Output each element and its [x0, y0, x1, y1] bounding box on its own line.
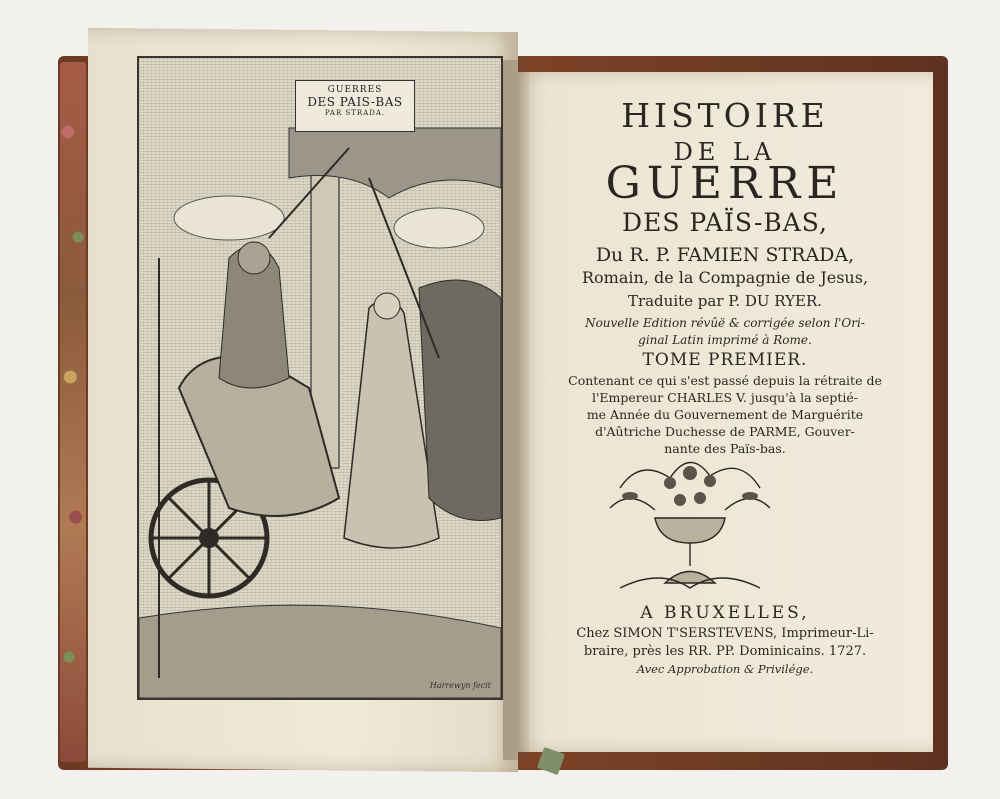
affiliation-line: Romain, de la Compagnie de Jesus, — [581, 268, 869, 287]
title-line-4: DES PAÏS-BAS, — [622, 208, 828, 237]
engraver-signature: Harrewyn fecit — [429, 681, 491, 690]
publisher-line-2: braire, près les RR. PP. Dominicains. 1727. — [583, 644, 867, 659]
translator-line: Traduite par P. DU RYER. — [627, 292, 823, 310]
contents-line-5: nante des Païs-bas. — [664, 441, 786, 456]
edition-line-2: ginal Latin imprimé à Rome. — [638, 333, 812, 347]
volume-line: TOME PREMIER. — [642, 350, 808, 370]
title-line-3: GUERRE — [605, 158, 845, 209]
edition-line-1: Nouvelle Edition révûë & corrigée selon l'Ori- — [585, 316, 865, 330]
sign-line-3: PAR STRADA. — [324, 109, 386, 117]
book-gutter — [503, 60, 529, 760]
title-line-1: HISTOIRE — [621, 96, 829, 135]
frontispiece-engraving — [137, 56, 503, 700]
flower-vase-vignette — [600, 448, 780, 598]
contents-line-3: me Année du Gouvernement de Marguérite — [586, 407, 864, 422]
publisher-line-1: Chez SIMON T'SERSTEVENS, Imprimeur-Li- — [576, 626, 874, 641]
privilege-line: Avec Approbation & Privilége. — [636, 662, 814, 676]
author-line: Du R. P. FAMIEN STRADA, — [595, 244, 855, 266]
sign-line-2: DES PAIS-BAS — [307, 95, 403, 109]
title-line-2: DE LA — [673, 138, 777, 166]
engraving-illustration — [139, 58, 501, 698]
marbled-edge — [60, 62, 86, 762]
engraving-sign — [295, 80, 415, 132]
sign-line-1: GUERRES — [327, 85, 383, 95]
contents-line-4: d'Aûtriche Duchesse de PARME, Gouver- — [595, 424, 855, 439]
contents-line-1: Contenant ce qui s'est passé depuis la rétraite de — [568, 373, 882, 388]
contents-line-2: l'Empereur CHARLES V. jusqu'à la septié- — [592, 390, 858, 405]
city-line: A BRUXELLES, — [640, 603, 810, 623]
